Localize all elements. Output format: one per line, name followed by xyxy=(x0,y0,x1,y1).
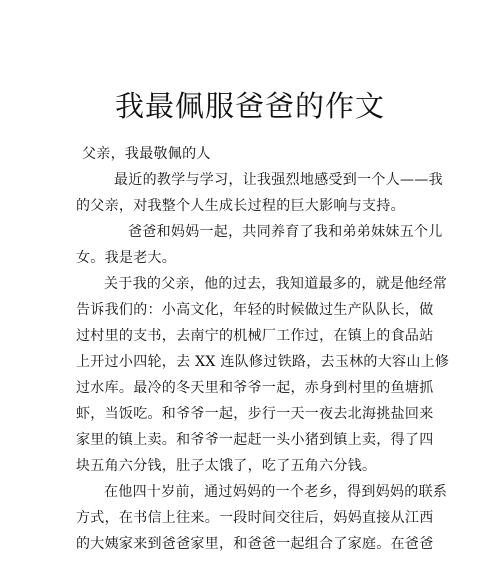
text-line: 虾，当饭吃。和爷爷一起，步行一天一夜去北海挑盐回来 xyxy=(76,406,434,422)
text-line: 的父亲，对我整个人生成长过程的巨大影响与支持。 xyxy=(76,198,405,214)
text-line: 方式，在书信上往来。一段时间交往后，妈妈直接从江西 xyxy=(76,510,434,526)
text-line: 过村里的支书，去南宁的机械厂工作过，在镇上的食品站 xyxy=(76,328,434,344)
text-line: 上开过小四轮，去 XX 连队修过铁路，去玉林的大容山上修 xyxy=(76,354,450,370)
text-line: 关于我的父亲，他的过去，我知道最多的，就是他经常 xyxy=(104,276,448,292)
text-line: 过水库。最冷的冬天里和爷爷一起，赤身到村里的鱼塘抓 xyxy=(76,380,434,396)
text-line: 块五角六分钱，肚子太饿了，吃了五角六分钱。 xyxy=(76,458,377,474)
text-line: 爸爸和妈妈一起，共同养育了我和弟弟妹妹五个儿 xyxy=(128,224,443,240)
subtitle-line: 父亲，我最敬佩的人 xyxy=(82,146,211,162)
text-line: 家里的镇上卖。和爷爷一起赶一头小猪到镇上卖，得了四 xyxy=(76,432,434,448)
text-line: 最近的教学与学习，让我强烈地感受到一个人——我 xyxy=(114,172,443,188)
document-title: 我最佩服爸爸的作文 xyxy=(114,89,385,123)
text-line: 女。我是老大。 xyxy=(76,250,177,266)
text-line: 告诉我们的：小高文化，年轻的时候做过生产队队长，做 xyxy=(76,302,434,318)
text-line: 在他四十岁前，通过妈妈的一个老乡，得到妈妈的联系 xyxy=(104,484,448,500)
text-line: 的大姨家来到爸爸家里，和爸爸一起组合了家庭。在爸爸 xyxy=(76,536,434,552)
